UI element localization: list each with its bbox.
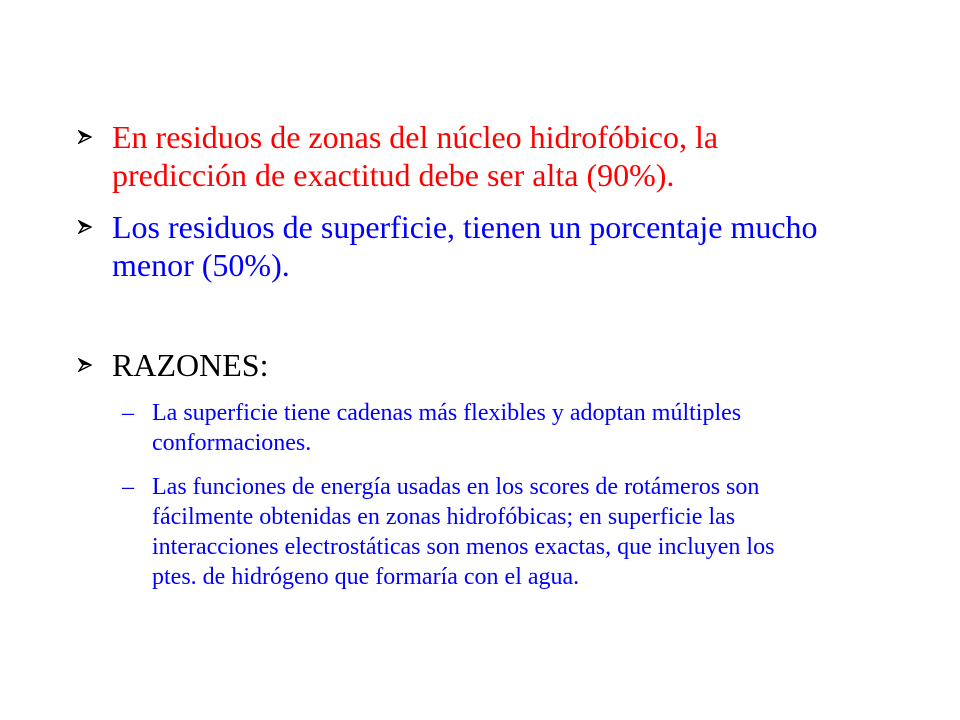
dash-marker: –: [122, 474, 134, 500]
bullet-item-1: [78, 118, 838, 194]
sub-bullet-text: Las funciones de energía usadas en los scores de rotámeros son fácilmente obtenidas en zonas hidrofóbicas; en superficie las interacciones electrostáticas son menos exactas, que incluyen los ptes. de hidrógeno que formaría con el agua.: [152, 474, 775, 590]
arrowhead-bullet-icon: [78, 346, 112, 372]
bullet-item-3: [78, 346, 838, 384]
sub-bullet-text: La superficie tiene cadenas más flexibles y adoptan múltiples conformaciones.: [152, 400, 742, 456]
sub-bullet-item-2: [120, 472, 820, 592]
arrowhead-bullet-icon: [78, 118, 112, 144]
sub-bullet-item-1: [120, 398, 820, 458]
arrowhead-bullet-icon: [78, 208, 112, 234]
bullet-text: RAZONES:: [112, 347, 269, 383]
bullet-text: Los residuos de superficie, tienen un porcentaje mucho menor (50%).: [112, 209, 818, 283]
bullet-item-2: [78, 208, 838, 284]
dash-marker: –: [122, 400, 134, 426]
bullet-text: En residuos de zonas del núcleo hidrofóbico, la predicción de exactitud debe ser alta (90%).: [112, 119, 719, 193]
